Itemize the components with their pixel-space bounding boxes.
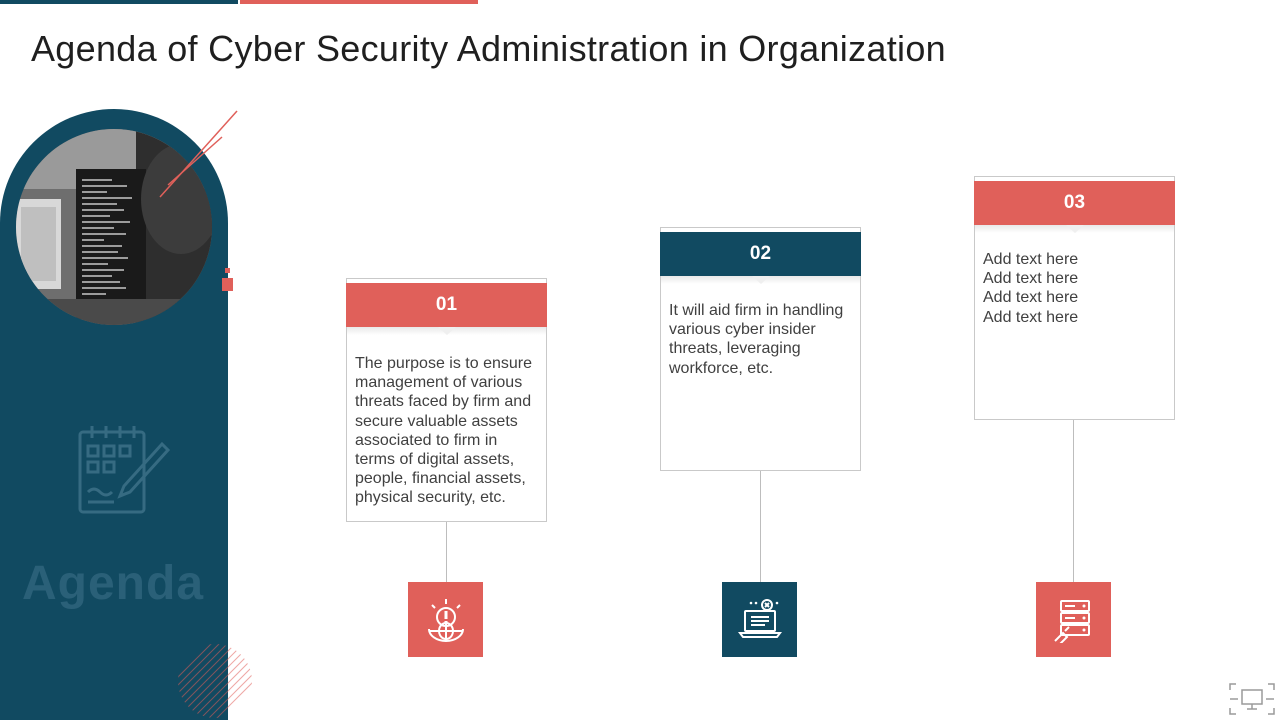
- agenda-checklist-icon: [74, 422, 172, 518]
- slide-title: Agenda of Cyber Security Administration in Organization: [31, 28, 946, 69]
- globe-alert-icon: [423, 597, 469, 643]
- agenda-card-02: [660, 227, 861, 471]
- top-accent-bar-coral: [240, 0, 478, 4]
- top-accent-bar-navy: [0, 0, 238, 4]
- icon-tile-02: [722, 582, 797, 657]
- card-text-line: Add text here: [983, 270, 1079, 288]
- icon-tile-01: [408, 582, 483, 657]
- card-number-02: 02: [660, 232, 861, 276]
- card-text-03: [983, 250, 1166, 327]
- connector-line: [760, 471, 761, 582]
- card-number-03: 03: [974, 181, 1175, 225]
- hatched-circle-decoration: [175, 642, 255, 720]
- agenda-card-01: [346, 278, 547, 522]
- server-plug-icon: [1051, 597, 1097, 643]
- card-notch: [1066, 225, 1084, 233]
- card-text-01: The purpose is to ensure management of various threats faced by firm and secure valuable assets associated to firm in terms of digital assets, people, financial assets, physical security, etc.: [355, 355, 532, 507]
- connector-line: [1073, 420, 1074, 582]
- decorative-dot: [225, 268, 230, 273]
- card-number-01: 01: [346, 283, 547, 327]
- card-text-line: Add text here: [983, 289, 1079, 307]
- card-text-02: It will aid firm in handling various cyber insider threats, leveraging workforce, etc.: [669, 302, 844, 377]
- screen-fit-icon[interactable]: [1228, 682, 1276, 716]
- laptop-threat-icon: [737, 597, 783, 643]
- decorative-dot: [222, 278, 233, 291]
- decorative-lines: [150, 105, 240, 205]
- icon-tile-03: [1036, 582, 1111, 657]
- card-text-line: Add text here: [983, 251, 1079, 268]
- card-notch: [438, 327, 456, 335]
- card-notch: [752, 276, 770, 284]
- card-text-line: Add text here: [983, 308, 1079, 326]
- agenda-label: Agenda: [22, 557, 205, 610]
- agenda-card-03: [974, 176, 1175, 420]
- connector-line: [446, 522, 447, 582]
